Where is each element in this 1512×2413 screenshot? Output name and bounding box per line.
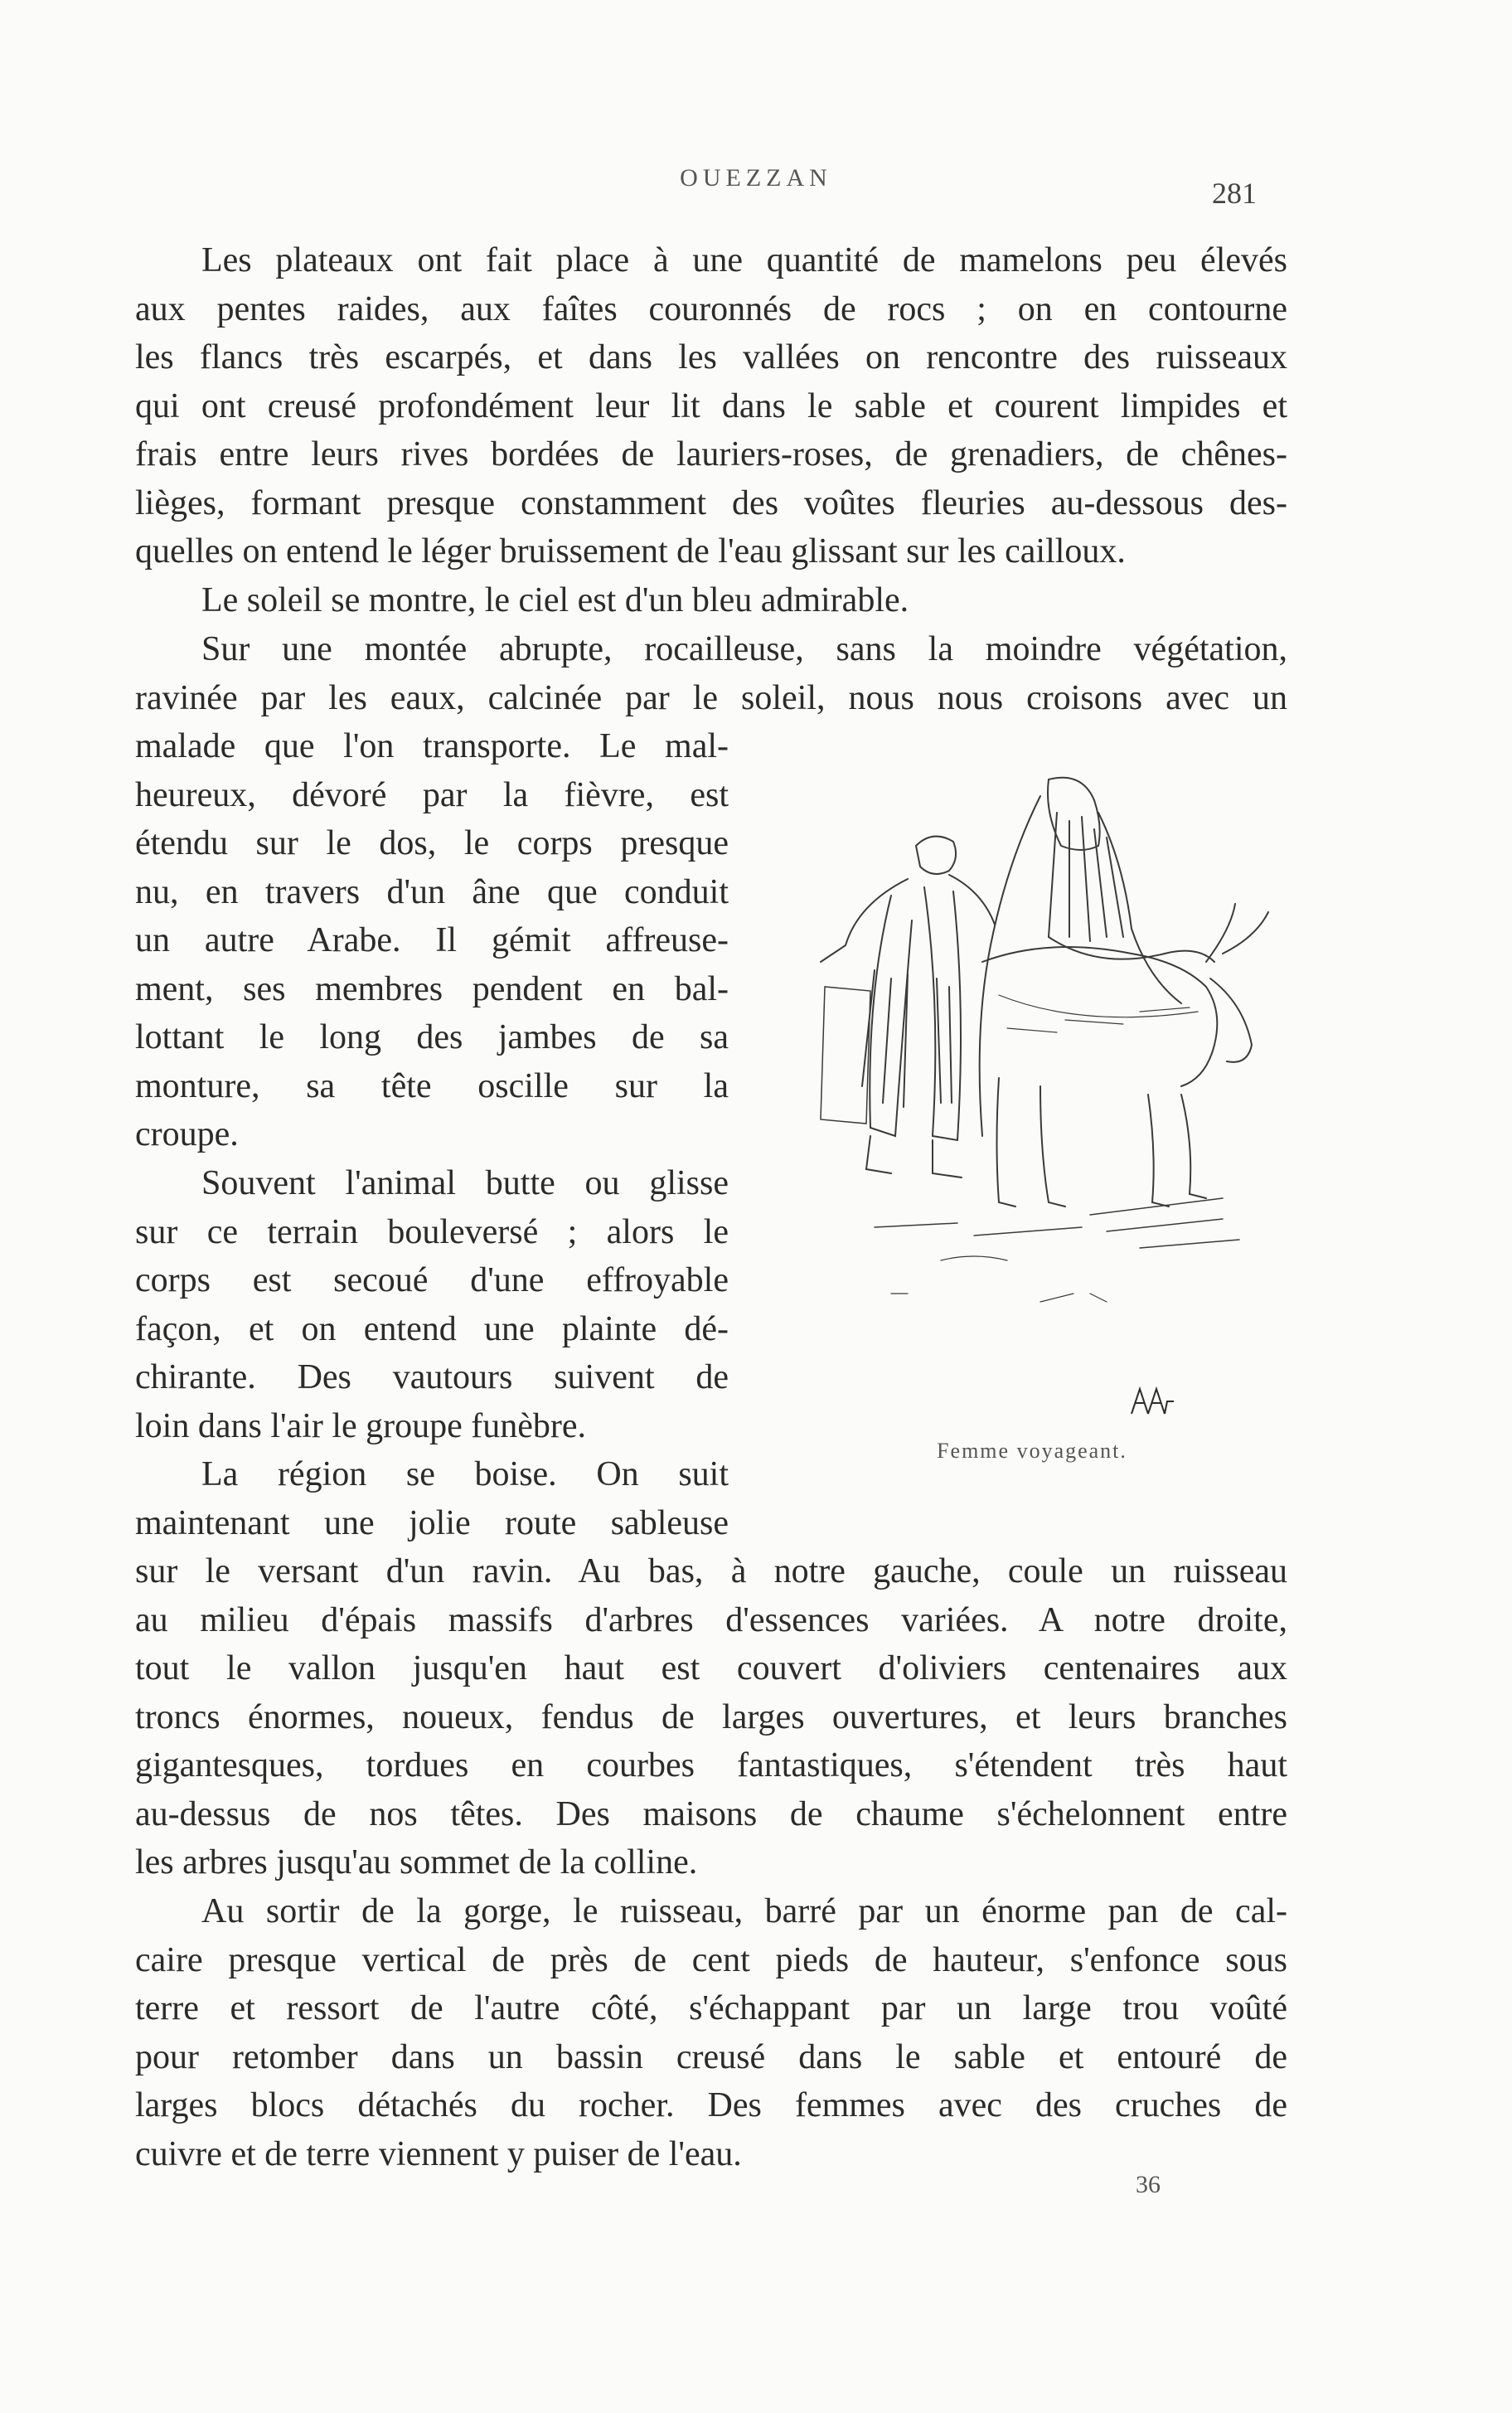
text-line: La région se boise. On suit [201, 1455, 729, 1493]
text-line: aux pentes raides, aux faîtes couronnés de rocs ; on en contourne [135, 289, 1287, 328]
text-line: sur ce terrain bouleversé ; alors le [135, 1212, 729, 1251]
text-line: malade que l'on transporte. Le mal- [135, 727, 729, 765]
text-line: Sur une montée abrupte, rocailleuse, sans la moindre végétation, [201, 630, 1287, 668]
text-line: nu, en travers d'un âne que conduit [135, 872, 729, 911]
text-line: troncs énormes, noueux, fendus de larges ouvertures, et leurs branches [135, 1697, 1287, 1736]
text-line: Les plateaux ont fait place à une quantité de mamelons peu élevés [201, 241, 1287, 279]
text-line: au-dessus de nos têtes. Des maisons de chaume s'échelonnent entre [135, 1794, 1287, 1833]
paragraph-5-wide [135, 1547, 1287, 1887]
text-line: lièges, formant presque constamment des voûtes fleuries au-dessous des- [135, 483, 1287, 522]
text-line: sur le versant d'un ravin. Au bas, à notre gauche, coule un ruisseau [135, 1552, 1287, 1590]
text-line: terre et ressort de l'autre côté, s'échappant par un large trou voûté [135, 1989, 1287, 2027]
text-line: les arbres jusqu'au sommet de la colline. [135, 1843, 698, 1881]
text-line: ravinée par les eaux, calcinée par le soleil, nous nous croisons avec un [135, 678, 1287, 717]
text-line: les flancs très escarpés, et dans les vallées on rencontre des ruisseaux [135, 338, 1287, 376]
text-line: heureux, dévoré par la fièvre, est [135, 775, 729, 814]
text-line: chirante. Des vautours suivent de [135, 1358, 729, 1396]
text-line: façon, et on entend une plainte dé- [135, 1309, 729, 1348]
text-line: un autre Arabe. Il gémit affreuse- [135, 921, 729, 959]
text-line: ment, ses membres pendent en bal- [135, 969, 729, 1008]
text-line: Au sortir de la gorge, le ruisseau, barré par un énorme pan de cal- [201, 1892, 1287, 1930]
text-line: loin dans l'air le groupe funèbre. [135, 1406, 587, 1445]
running-title: OUEZZAN [680, 164, 832, 192]
text-line: qui ont creusé profondément leur lit dans le sable et courent limpides et [135, 386, 1287, 425]
text-line: Le soleil se montre, le ciel est d'un bleu admirable. [201, 581, 909, 619]
text-line: lottant le long des jambes de sa [135, 1018, 729, 1056]
illustration-woman-on-donkey [792, 763, 1289, 1426]
paragraph-1 [135, 236, 1287, 576]
text-line: Souvent l'animal butte ou glisse [201, 1164, 729, 1202]
text-line: cuivre et de terre viennent y puiser de l'eau. [135, 2134, 742, 2173]
paragraph-5 [135, 1450, 729, 1547]
text-line: monture, sa tête oscille sur la [135, 1066, 729, 1105]
text-line: larges blocs détachés du rocher. Des femmes avec des cruches de [135, 2086, 1287, 2124]
paragraph-3 [135, 625, 1287, 722]
text-line: gigantesques, tordues en courbes fantastiques, s'étendent très haut [135, 1746, 1287, 1784]
figure-caption: Femme voyageant. [937, 1439, 1127, 1463]
artist-monogram [1127, 1385, 1177, 1422]
signature-number: 36 [1136, 2171, 1161, 2198]
text-line: quelles on entend le léger bruissement de l'eau glissant sur les cailloux. [135, 532, 1126, 570]
paragraph-6 [135, 1887, 1287, 2178]
paragraph-2 [135, 576, 1287, 625]
paragraph-3-narrow [135, 722, 729, 1159]
paragraph-4 [135, 1159, 729, 1450]
text-line: frais entre leurs rives bordées de lauriers-roses, de grenadiers, de chênes- [135, 435, 1287, 473]
text-line: au milieu d'épais massifs d'arbres d'essences variées. A notre droite, [135, 1600, 1287, 1639]
text-line: croupe. [135, 1115, 239, 1153]
text-line: pour retomber dans un bassin creusé dans le sable et entouré de [135, 2037, 1287, 2076]
text-line: maintenant une jolie route sableuse [135, 1503, 729, 1542]
text-line: tout le vallon jusqu'en haut est couvert d'oliviers centenaires aux [135, 1649, 1287, 1687]
text-line: étendu sur le dos, le corps presque [135, 824, 729, 862]
page-number: 281 [1212, 177, 1257, 210]
text-line: caire presque vertical de près de cent pieds de hauteur, s'enfonce sous [135, 1940, 1287, 1979]
text-line: corps est secoué d'une effroyable [135, 1261, 729, 1299]
